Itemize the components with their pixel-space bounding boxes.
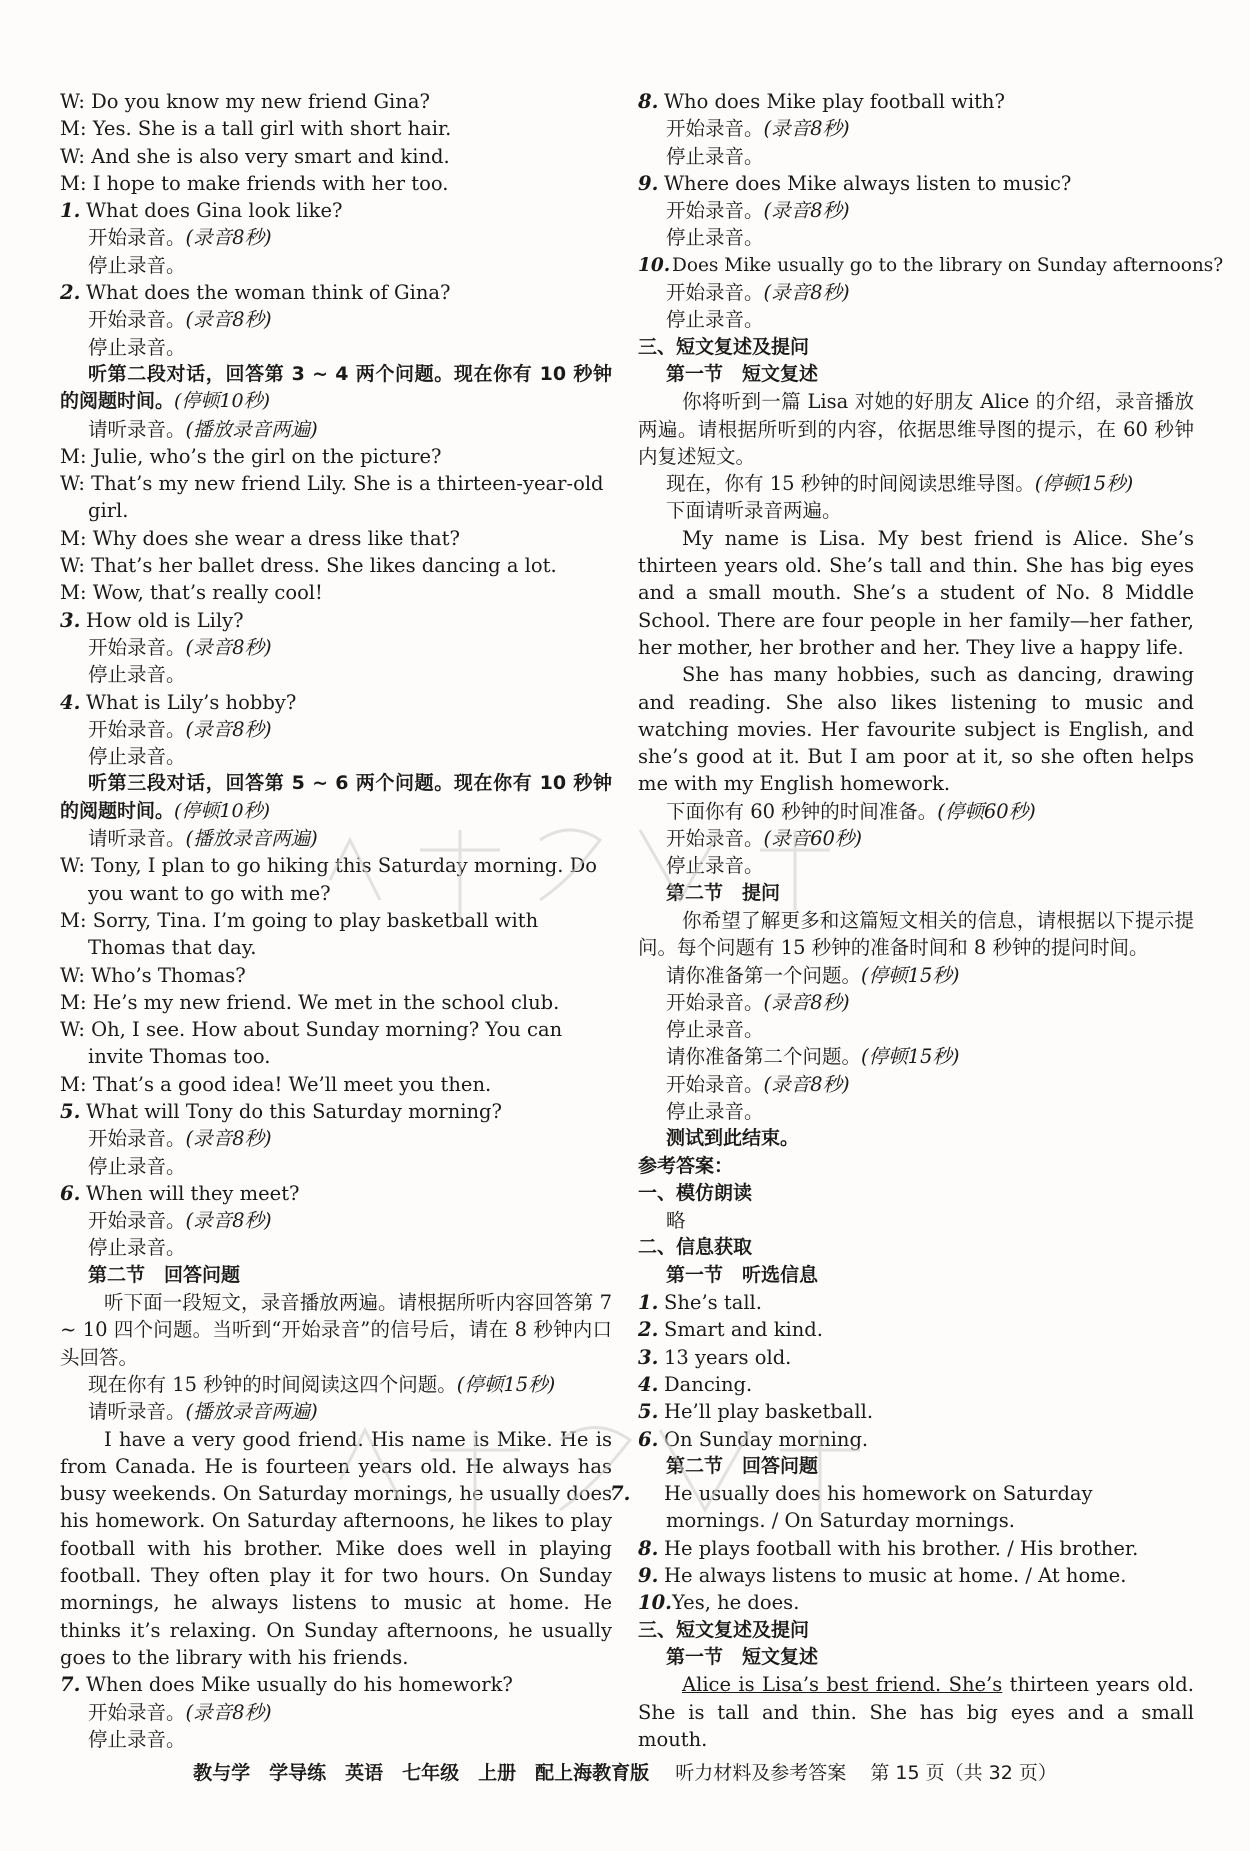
answer: 6. On Sunday morning. xyxy=(638,1427,869,1451)
dialog-line: W: Tony, I plan to go hiking this Saturday morning. Do you want to go with me? xyxy=(60,854,598,905)
answer: 略 xyxy=(666,1209,686,1233)
part-title: 第一节 短文复述 xyxy=(666,362,819,385)
answer: 7. He usually does his homework on Saturday mornings. / On Saturday mornings. xyxy=(610,1482,1093,1533)
stop-recording: 停止录音。 xyxy=(88,335,186,359)
question: 2. What does the woman think of Gina? xyxy=(60,281,451,305)
question: 4. What is Lily’s hobby? xyxy=(60,690,297,714)
question: 3. How old is Lily? xyxy=(60,608,244,632)
start-recording: 开始录音。(录音8秒) xyxy=(88,635,272,659)
answer: 4. Dancing. xyxy=(638,1372,753,1396)
listen-instruction: 请听录音。(播放录音两遍) xyxy=(88,417,318,441)
instruction: 请你准备第一个问题。(停顿15秒) xyxy=(666,963,960,987)
part-title: 第二节 回答问题 xyxy=(666,1454,819,1477)
start-recording: 开始录音。(录音8秒) xyxy=(666,281,850,305)
answer: 9. He always listens to music at home. / At home. xyxy=(638,1564,1127,1588)
start-recording: 开始录音。(录音8秒) xyxy=(88,226,272,250)
question: 1. What does Gina look like? xyxy=(60,199,343,223)
question: 7. When does Mike usually do his homework? xyxy=(60,1673,513,1697)
stop-recording: 停止录音。 xyxy=(88,745,186,769)
dialog-line: M: Wow, that’s really cool! xyxy=(60,581,323,605)
part-title: 第一节 听选信息 xyxy=(666,1263,819,1286)
answer: 1. She’s tall. xyxy=(638,1291,762,1315)
passage: My name is Lisa. My best friend is Alice. She’s thirteen years old. She’s tall and thin. She has big eyes and a small mouth. She’s a student of No. 8 Middle School. There are four people in her family—her father, her mother, her brother and her. They live a happy life. xyxy=(638,526,1194,659)
instruction: 现在，你有 15 秒钟的时间阅读思维导图。(停顿15秒) xyxy=(666,472,1134,496)
passage: She has many hobbies, such as dancing, drawing and reading. She also likes listening to music and watching movies. Her favourite subject is English, and she’s good at it. But I am poor at it, so she often helps me with my English homework. xyxy=(638,663,1194,796)
page-number: 第 15 页（共 32 页） xyxy=(870,1762,1057,1784)
dialog-line: W: Do you know my new friend Gina? xyxy=(60,90,430,113)
dialog-line: M: Sorry, Tina. I’m going to play basketball with Thomas that day. xyxy=(60,908,539,960)
dialog-line: W: Oh, I see. How about Sunday morning? You can invite Thomas too. xyxy=(60,1018,563,1069)
stop-recording: 停止录音。 xyxy=(88,663,186,687)
section-heading: 听第三段对话，回答第 5 ~ 6 两个问题。现在你有 10 秒钟的阅题时间。(停顿10秒) xyxy=(60,772,612,822)
footer-subtitle: 听力材料及参考答案 xyxy=(675,1762,847,1784)
stop-recording: 停止录音。 xyxy=(88,1727,186,1751)
start-recording: 开始录音。(录音8秒) xyxy=(666,117,850,141)
dialog-line: W: Who’s Thomas? xyxy=(60,963,246,987)
stop-recording: 停止录音。 xyxy=(88,1236,186,1260)
dialog-line: M: Julie, who’s the girl on the picture? xyxy=(60,444,442,468)
answer-passage: Alice is Lisa’s best friend. She’s thirteen years old. She is tall and thin. She has big eyes and a small mouth. xyxy=(638,1673,1194,1751)
part-title: 第一节 短文复述 xyxy=(666,1645,819,1668)
start-recording: 开始录音。(录音8秒) xyxy=(666,990,850,1014)
passage: I have a very good friend. His name is Mike. He is from Canada. He is fourteen years old. He always has busy weekends. On Saturday mornings, he usually does his homework. On Saturday afternoons, he likes to play football with his brother. Mike does well in playing football. They often play it for two hours. On Sunday mornings, he always listens to music at home. He thinks it’s relaxing. On Sunday afternoons, he usually goes to the library with his friends. xyxy=(60,1427,612,1669)
start-recording: 开始录音。(录音8秒) xyxy=(88,1209,272,1233)
test-end: 测试到此结束。 xyxy=(666,1127,800,1150)
section-title: 三、短文复述及提问 xyxy=(638,1618,810,1641)
answer: 2. Smart and kind. xyxy=(638,1318,823,1342)
dialog-line: W: That’s my new friend Lily. She is a thirteen-year-old girl. xyxy=(60,472,604,523)
stop-recording: 停止录音。 xyxy=(666,1018,764,1042)
question: 10.Does Mike usually go to the library on Sunday afternoons? xyxy=(638,254,1224,276)
section-title: 三、短文复述及提问 xyxy=(638,335,810,358)
start-recording: 开始录音。(录音8秒) xyxy=(666,1072,850,1096)
start-recording: 开始录音。(录音8秒) xyxy=(88,1127,272,1151)
stop-recording: 停止录音。 xyxy=(88,1154,186,1178)
stop-recording: 停止录音。 xyxy=(666,226,764,250)
part-title: 第二节 提问 xyxy=(666,881,781,904)
answer: 8. He plays football with his brother. / His brother. xyxy=(638,1536,1139,1560)
left-column xyxy=(60,88,612,1753)
instruction: 你将听到一篇 Lisa 对她的好朋友 Alice 的介绍，录音播放两遍。请根据所听到的内容，依据思维导图的提示，在 60 秒钟内复述短文。 xyxy=(638,390,1194,468)
part-title: 第二节 回答问题 xyxy=(88,1263,241,1286)
dialog-line: M: I hope to make friends with her too. xyxy=(60,171,449,195)
instruction: 现在你有 15 秒钟的时间阅读这四个问题。(停顿15秒) xyxy=(88,1372,556,1396)
listen-instruction: 请听录音。(播放录音两遍) xyxy=(88,1400,318,1424)
start-recording: 开始录音。(录音60秒) xyxy=(666,827,863,851)
question: 9. Where does Mike always listen to music? xyxy=(638,171,1072,195)
question: 5. What will Tony do this Saturday morning? xyxy=(60,1099,502,1123)
section-heading: 听第二段对话，回答第 3 ~ 4 两个问题。现在你有 10 秒钟的阅题时间。(停顿10秒) xyxy=(60,362,612,413)
dialog-line: M: Why does she wear a dress like that? xyxy=(60,526,460,550)
answer: 5. He’ll play basketball. xyxy=(638,1400,874,1424)
start-recording: 开始录音。(录音8秒) xyxy=(88,308,272,332)
answer: 10.Yes, he does. xyxy=(638,1591,800,1615)
answer: 3. 13 years old. xyxy=(638,1345,792,1369)
listen-instruction: 请听录音。(播放录音两遍) xyxy=(88,827,318,851)
answer-list xyxy=(638,1289,1194,1453)
answers-title: 参考答案： xyxy=(638,1154,734,1177)
dialog-line: M: That’s a good idea! We’ll meet you then. xyxy=(60,1072,492,1096)
footer-brand: 教与学 学导练 英语 七年级 上册 配上海教育版 xyxy=(193,1762,650,1784)
instruction: 请你准备第二个问题。(停顿15秒) xyxy=(666,1045,960,1069)
instruction: 你希望了解更多和这篇短文相关的信息，请根据以下提示提问。每个问题有 15 秒钟的准备时间和 8 秒钟的提问时间。 xyxy=(638,908,1194,960)
section-title: 二、信息获取 xyxy=(638,1236,753,1259)
stop-recording: 停止录音。 xyxy=(666,1099,764,1123)
stop-recording: 停止录音。 xyxy=(666,144,764,168)
instruction: 下面请听录音两遍。 xyxy=(666,499,842,523)
start-recording: 开始录音。(录音8秒) xyxy=(88,1700,272,1724)
question: 6. When will they meet? xyxy=(60,1181,300,1205)
start-recording: 开始录音。(录音8秒) xyxy=(88,717,272,741)
start-recording: 开始录音。(录音8秒) xyxy=(666,199,850,223)
stop-recording: 停止录音。 xyxy=(666,308,764,332)
dialog-line: W: That’s her ballet dress. She likes dancing a lot. xyxy=(60,554,557,578)
section-title: 一、模仿朗读 xyxy=(638,1181,753,1204)
stop-recording: 停止录音。 xyxy=(666,854,764,878)
stop-recording: 停止录音。 xyxy=(88,253,186,277)
dialog-line: W: And she is also very smart and kind. xyxy=(60,144,450,168)
right-column xyxy=(610,88,1224,1753)
page-footer xyxy=(0,1758,1250,1785)
question: 8. Who does Mike play football with? xyxy=(638,90,1005,113)
instruction: 听下面一段短文，录音播放两遍。请根据所听内容回答第 7 ~ 10 四个问题。当听到“开始录音”的信号后，请在 8 秒钟内口头回答。 xyxy=(60,1291,612,1369)
dialog-line: M: Yes. She is a tall girl with short hair. xyxy=(60,117,452,141)
instruction: 下面你有 60 秒钟的时间准备。(停顿60秒) xyxy=(666,799,1036,823)
dialog-line: M: He’s my new friend. We met in the school club. xyxy=(60,990,560,1014)
